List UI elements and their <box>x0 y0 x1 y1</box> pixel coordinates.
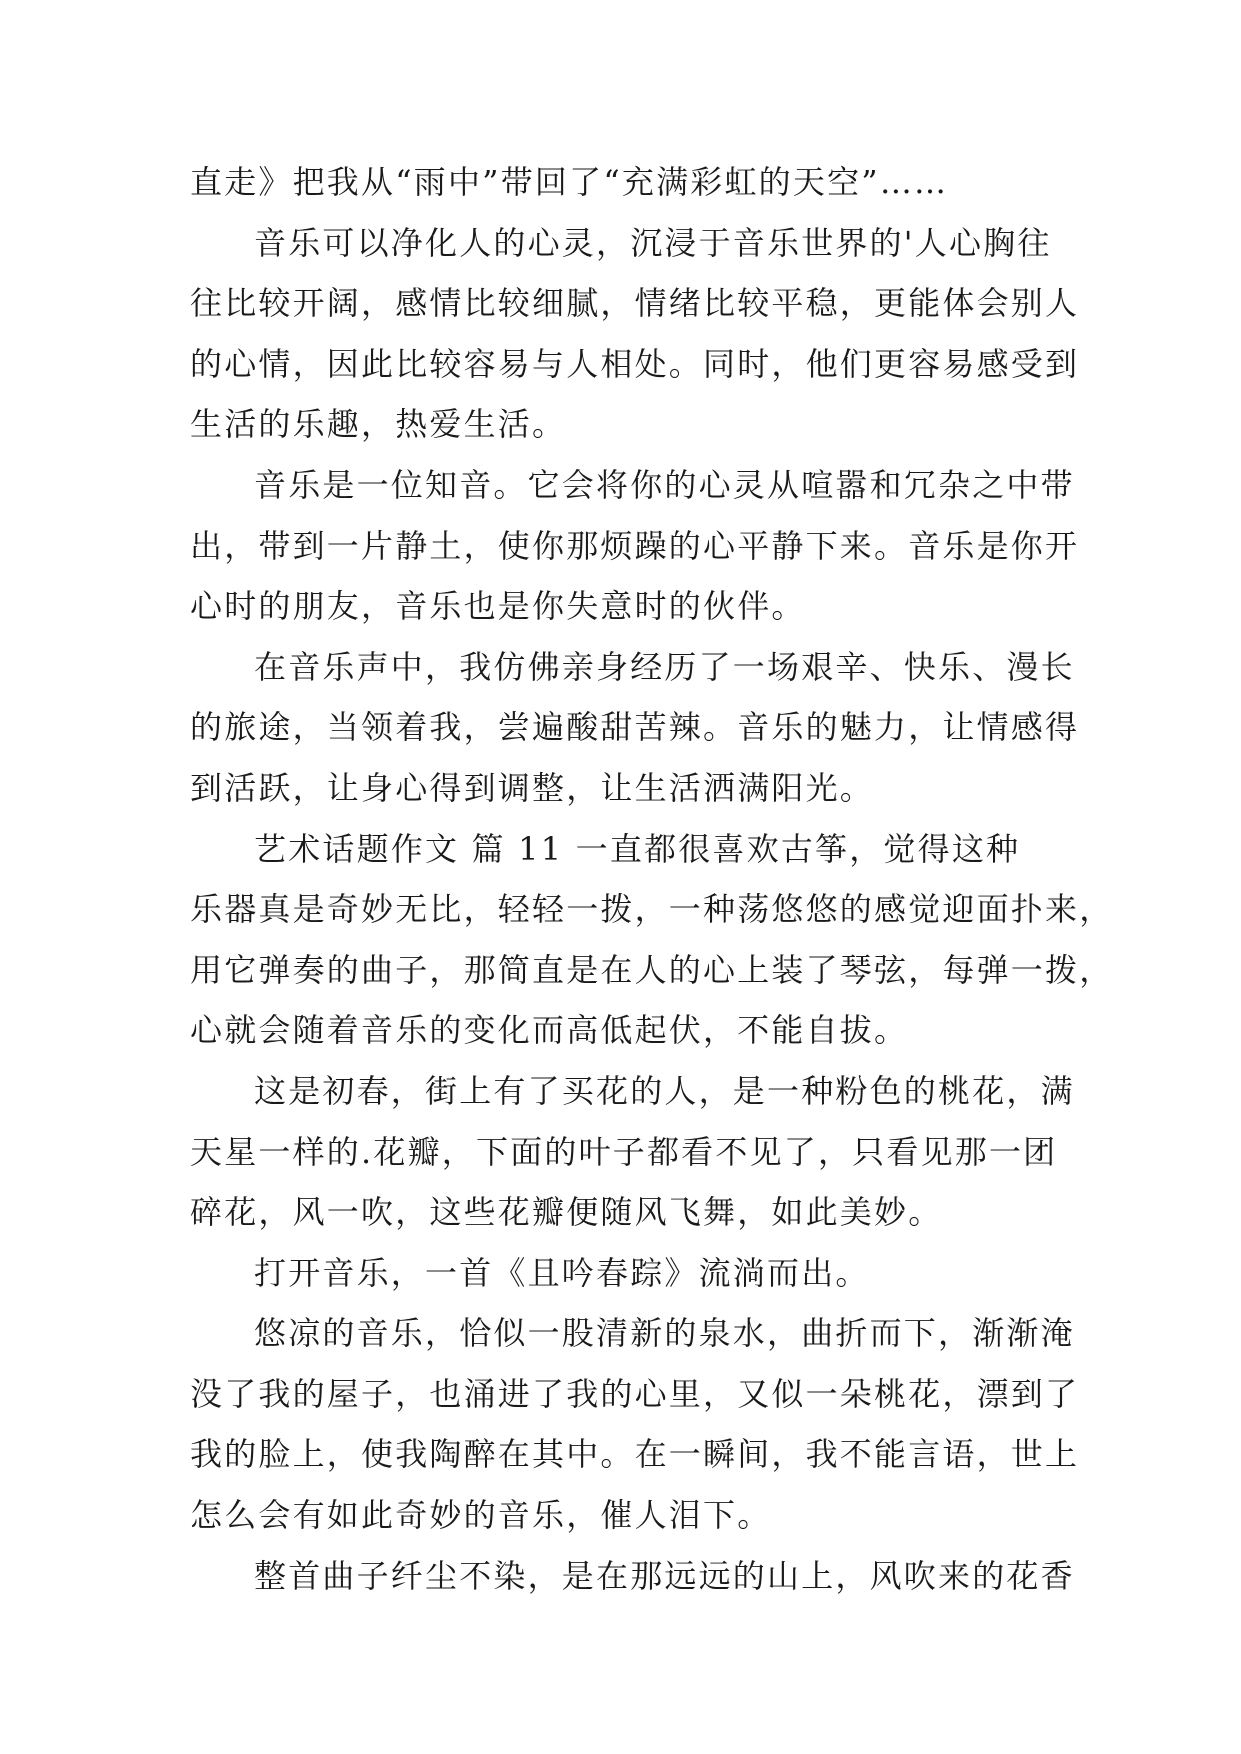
text-line: 我的脸上，使我陶醉在其中。在一瞬间，我不能言语，世上 <box>190 1435 1080 1474</box>
text-line: 这是初春，街上有了买花的人，是一种粉色的桃花，满 <box>254 1071 1075 1110</box>
text-line: 整首曲子纤尘不染，是在那远远的山上，风吹来的花香 <box>254 1556 1075 1595</box>
text-line: 打开音乐，一首《且吟春踪》流淌而出。 <box>254 1253 870 1292</box>
text-line: 心就会随着音乐的变化而高低起伏，不能自拔。 <box>190 1011 909 1050</box>
text-line: 出，带到一片静土，使你那烦躁的心平静下来。音乐是你开 <box>190 526 1080 565</box>
text-line: 往比较开阔，感情比较细腻，情绪比较平稳，更能体会别人 <box>190 284 1080 323</box>
body-text <box>190 152 1114 1606</box>
text-line: 乐器真是奇妙无比，轻轻一拨，一种荡悠悠的感觉迎面扑来， <box>190 890 1114 929</box>
text-line: 到活跃，让身心得到调整，让生活洒满阳光。 <box>190 768 875 807</box>
text-line: 天星一样的.花瓣，下面的叶子都看不见了，只看见那一团 <box>190 1132 1058 1171</box>
text-line: 生活的乐趣，热爱生活。 <box>190 405 567 444</box>
text-line: 没了我的屋子，也涌进了我的心里，又似一朵桃花，漂到了 <box>190 1374 1080 1413</box>
text-line: 用它弹奏的曲子，那简直是在人的心上装了琴弦，每弹一拨， <box>190 950 1114 989</box>
text-line: 直走》把我从“雨中”带回了“充满彩虹的天空”…… <box>190 163 949 201</box>
text-line: 音乐是一位知音。它会将你的心灵从喧嚣和冗杂之中带 <box>254 465 1075 504</box>
text-line: 艺术话题作文 篇 11 一直都很喜欢古筝，觉得这种 <box>254 829 1021 868</box>
text-line: 在音乐声中，我仿佛亲身经历了一场艰辛、快乐、漫长 <box>254 647 1075 686</box>
text-line: 的旅途，当领着我，尝遍酸甜苦辣。音乐的魅力，让情感得 <box>190 708 1080 747</box>
text-line: 怎么会有如此奇妙的音乐，催人泪下。 <box>190 1496 772 1535</box>
text-line: 悠凉的音乐，恰似一股清新的泉水，曲折而下，渐渐淹 <box>254 1314 1075 1353</box>
text-line: 心时的朋友，音乐也是你失意时的伙伴。 <box>190 587 806 626</box>
text-line: 的心情，因此比较容易与人相处。同时，他们更容易感受到 <box>190 344 1080 383</box>
text-line: 音乐可以净化人的心灵，沉浸于音乐世界的'人心胸往 <box>254 223 1052 262</box>
text-line: 碎花，风一吹，这些花瓣便随风飞舞，如此美妙。 <box>190 1193 943 1232</box>
